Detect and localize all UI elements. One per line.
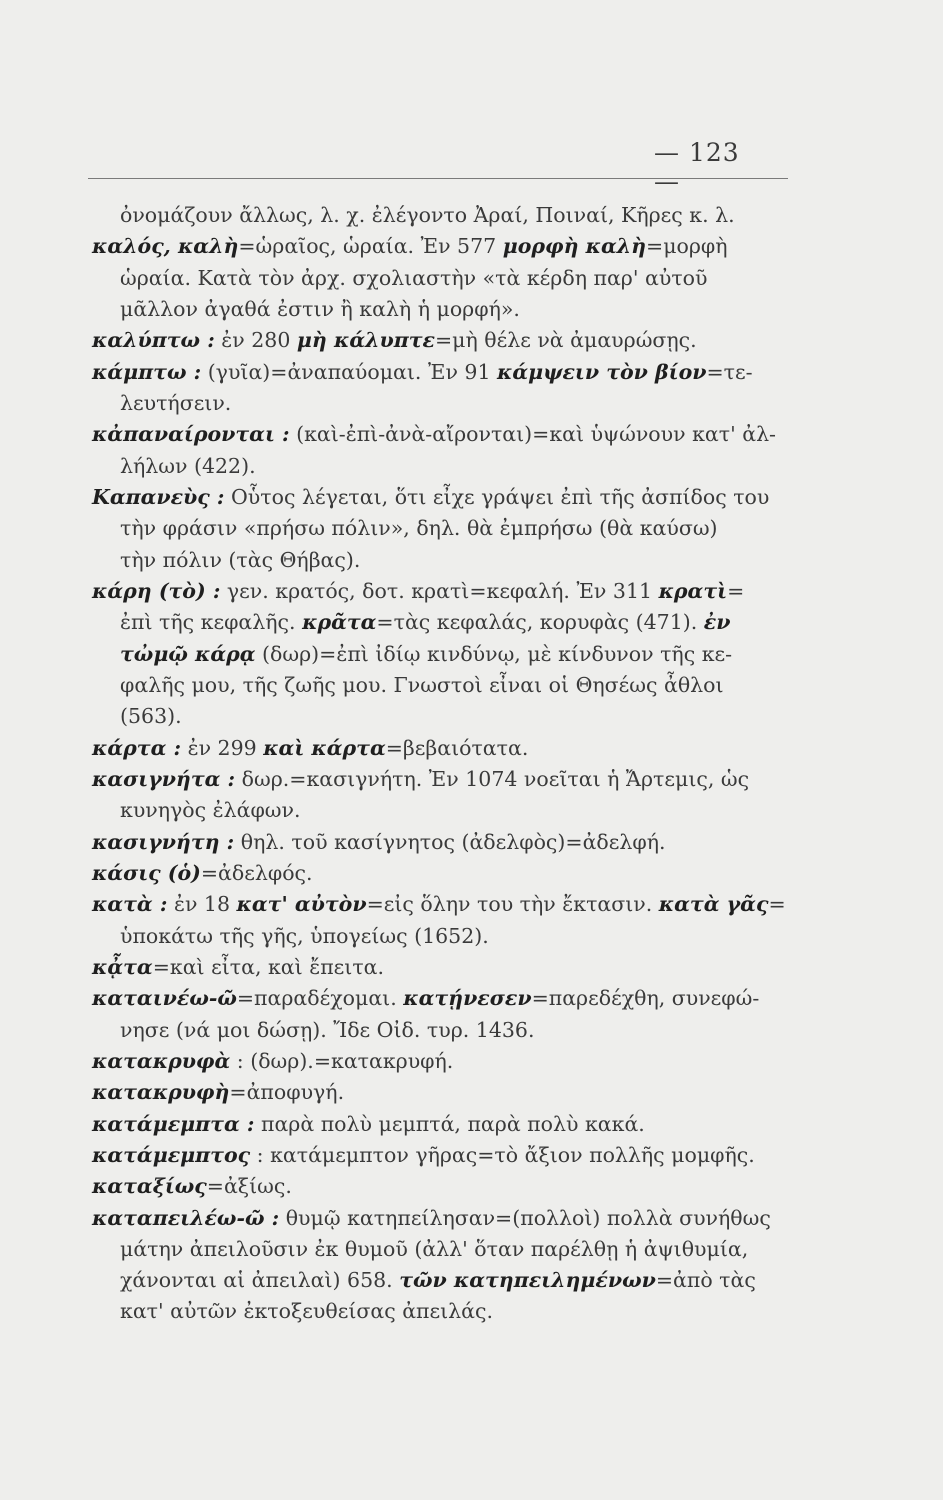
headword: κατ' αὐτὸν <box>236 892 367 917</box>
definition-text: τὴν πόλιν (τὰς Θήβας). <box>120 547 361 572</box>
glossary-entry-line <box>92 1046 792 1077</box>
headword: καλύπτω : <box>92 328 215 353</box>
definition-text: =ἀξίως. <box>206 1174 292 1199</box>
definition-text: νησε (νά μοι δώσῃ). Ἴδε Οἰδ. τυρ. 1436. <box>120 1017 535 1042</box>
definition-text: λευτήσειν. <box>120 390 232 415</box>
definition-text: =μὴ θέλε νὰ ἀμαυρώσῃς. <box>434 328 697 353</box>
definition-text: θηλ. τοῦ κασίγνητος (ἀδελφὸς)=ἀδελφή. <box>234 829 666 854</box>
glossary-continuation-line <box>92 795 792 826</box>
definition-text: παρὰ πολὺ μεμπτά, παρὰ πολὺ κακά. <box>254 1111 645 1136</box>
glossary-continuation-line <box>92 388 792 419</box>
definition-text: : (δωρ).=κατακρυφή. <box>230 1048 454 1073</box>
glossary-continuation-line <box>92 701 792 732</box>
headword: καταπειλέω-ῶ : <box>92 1205 280 1230</box>
definition-text: ὑποκάτω τῆς γῆς, ὑπογείως (1652). <box>120 923 489 948</box>
definition-text: =παραδέχομαι. <box>236 986 404 1011</box>
definition-text: (καὶ-ἐπὶ-ἀνὰ-αἴρονται)=καὶ ὑψώνουν κατ' ἀλ- <box>289 422 776 447</box>
definition-text: κυνηγὸς ἐλάφων. <box>120 798 301 823</box>
headword: κατῄνεσεν <box>403 986 532 1011</box>
glossary-continuation-line <box>92 1265 792 1296</box>
definition-text: ἐν 299 <box>181 735 264 760</box>
definition-text: μάτην ἀπειλοῦσιν ἐκ θυμοῦ (ἀλλ' ὅταν παρέλθῃ ἡ ἀψιθυμία, <box>120 1236 749 1261</box>
headword: μὴ κάλυπτε <box>296 328 435 353</box>
headword: κάρη (τὸ) : <box>92 578 221 603</box>
headword: Καπανεὺς : <box>92 484 225 509</box>
headword: κρᾶτα <box>302 610 377 635</box>
headword: κατὰ γᾶς <box>658 892 769 917</box>
definition-text: ἐν 280 <box>214 328 297 353</box>
definition-text: χάνονται αἱ ἀπειλαὶ) 658. <box>120 1268 400 1293</box>
glossary-entry-line <box>92 1140 792 1171</box>
glossary-continuation-line <box>92 1234 792 1265</box>
definition-text: θυμῷ κατηπείλησαν=(πολλοὶ) πολλὰ συνήθως <box>279 1205 771 1230</box>
definition-text: = <box>768 892 786 917</box>
headword: τὠμῷ κάρᾳ <box>120 641 256 666</box>
glossary-entry-line <box>92 482 792 513</box>
glossary-entry-line <box>92 419 792 450</box>
definition-text: τὴν φράσιν «πρήσω πόλιν», δηλ. θὰ ἐμπρήσω (θὰ καύσω) <box>120 516 718 541</box>
glossary-entry-line <box>92 1203 792 1234</box>
definition-text: : κατάμεμπτον γῆρας=τὸ ἄξιον πολλῆς μομφῆς. <box>250 1142 755 1167</box>
definition-text: ὡραία. Κατὰ τὸν ἀρχ. σχολιαστὴν «τὰ κέρδη παρ' αὐτοῦ <box>120 265 708 290</box>
glossary-continuation-line <box>92 1015 792 1046</box>
headword: κάρτα : <box>92 735 182 760</box>
glossary-text <box>92 200 792 1328</box>
definition-text: =ἀπὸ τὰς <box>655 1268 756 1293</box>
definition-text: =εἰς ὅλην του τὴν ἔκτασιν. <box>366 892 659 917</box>
glossary-continuation-line <box>92 1296 792 1327</box>
header-rule <box>88 178 788 179</box>
headword: κᾆτα <box>92 954 153 979</box>
headword: κατακρυφὰ <box>92 1048 231 1073</box>
glossary-entry-line <box>92 231 792 262</box>
glossary-entry-line <box>92 889 792 920</box>
definition-text: (563). <box>120 704 182 729</box>
headword: κατάμεμπτα : <box>92 1111 255 1136</box>
headword: ἐν <box>703 610 731 635</box>
glossary-entry-line <box>92 827 792 858</box>
glossary-continuation-line <box>92 545 792 576</box>
headword: μορφὴ καλὴ <box>502 234 647 259</box>
headword: κασιγνήτα : <box>92 766 236 791</box>
definition-text: δωρ.=κασιγνήτη. Ἐν 1074 νοεῖται ἡ Ἄρτεμις, ὡς <box>235 766 750 791</box>
definition-text: μᾶλλον ἀγαθά ἐστιν ἢ καλὴ ἡ μορφή». <box>120 296 520 321</box>
headword: καλός, καλὴ <box>92 234 239 259</box>
definition-text: Οὗτος λέγεται, ὅτι εἶχε γράψει ἐπὶ τῆς ἀσπίδος του <box>224 484 770 509</box>
glossary-continuation-line <box>92 513 792 544</box>
definition-text: (γυῖα)=ἀναπαύομαι. Ἐν 91 <box>201 359 498 384</box>
glossary-entry-line <box>92 357 792 388</box>
definition-text: φαλῆς μου, τῆς ζωῆς μου. Γνωστοὶ εἶναι οἱ Θησέως ἆθλοι <box>120 672 724 697</box>
definition-text: λήλων (422). <box>120 453 256 478</box>
headword: κάσις (ὁ) <box>92 860 201 885</box>
definition-text: =ἀποφυγή. <box>229 1080 345 1105</box>
definition-text: = <box>727 578 745 603</box>
glossary-entry-line <box>92 983 792 1014</box>
headword: τῶν κατηπειλημένων <box>399 1268 656 1293</box>
definition-text: =τὰς κεφαλάς, κορυφὰς (471). <box>376 610 704 635</box>
definition-text: =καὶ εἶτα, καὶ ἔπειτα. <box>152 954 385 979</box>
glossary-continuation-line <box>92 921 792 952</box>
glossary-entry-line <box>92 1109 792 1140</box>
headword: κάμπτω : <box>92 359 202 384</box>
definition-text: =μορφὴ <box>646 234 728 259</box>
glossary-entry-line <box>92 952 792 983</box>
definition-text: (δωρ)=ἐπὶ ἰδίῳ κινδύνῳ, μὲ κίνδυνον τῆς κε- <box>255 641 733 666</box>
definition-text: =παρεδέχθη, συνεφώ- <box>531 986 760 1011</box>
definition-text: ὀνομάζουν ἄλλως, λ. χ. ἐλέγοντο Ἀραί, Ποιναί, Κῆρες κ. λ. <box>120 203 735 227</box>
definition-text: =τε- <box>706 359 753 384</box>
headword: κασιγνήτη : <box>92 829 235 854</box>
definition-text: =βεβαιότατα. <box>385 735 529 760</box>
glossary-entry-line <box>92 764 792 795</box>
definition-text: γεν. κρατός, δοτ. κρατὶ=κεφαλή. Ἐν 311 <box>220 578 659 603</box>
definition-text: =ὡραῖος, ὡραία. Ἐν 577 <box>238 234 503 259</box>
glossary-continuation-line <box>92 200 792 231</box>
definition-text: κατ' αὐτῶν ἐκτοξευθείσας ἀπειλάς. <box>120 1299 494 1324</box>
definition-text: ἐν 18 <box>167 892 237 917</box>
glossary-entry-line <box>92 1077 792 1108</box>
headword: καταινέω-ῶ <box>92 986 237 1011</box>
glossary-continuation-line <box>92 607 792 638</box>
glossary-entry-line <box>92 858 792 889</box>
glossary-continuation-line <box>92 294 792 325</box>
headword: κάμψειν τὸν βίον <box>497 359 707 384</box>
glossary-continuation-line <box>92 451 792 482</box>
glossary-continuation-line <box>92 639 792 670</box>
glossary-entry-line <box>92 1171 792 1202</box>
glossary-entry-line <box>92 325 792 356</box>
glossary-entry-line <box>92 576 792 607</box>
headword: κατάμεμπτος <box>92 1142 251 1167</box>
glossary-continuation-line <box>92 263 792 294</box>
glossary-entry-line <box>92 733 792 764</box>
headword: κατὰ : <box>92 892 168 917</box>
headword: καταξίως <box>92 1174 207 1199</box>
page-number: — 123 — <box>654 138 740 196</box>
glossary-continuation-line <box>92 670 792 701</box>
headword: κρατὶ <box>658 578 728 603</box>
headword: κἀπαναίρονται : <box>92 422 290 447</box>
headword: κατακρυφὴ <box>92 1080 230 1105</box>
headword: καὶ κάρτα <box>263 735 386 760</box>
definition-text: ἐπὶ τῆς κεφαλῆς. <box>120 610 303 635</box>
definition-text: =ἀδελφός. <box>200 860 313 885</box>
